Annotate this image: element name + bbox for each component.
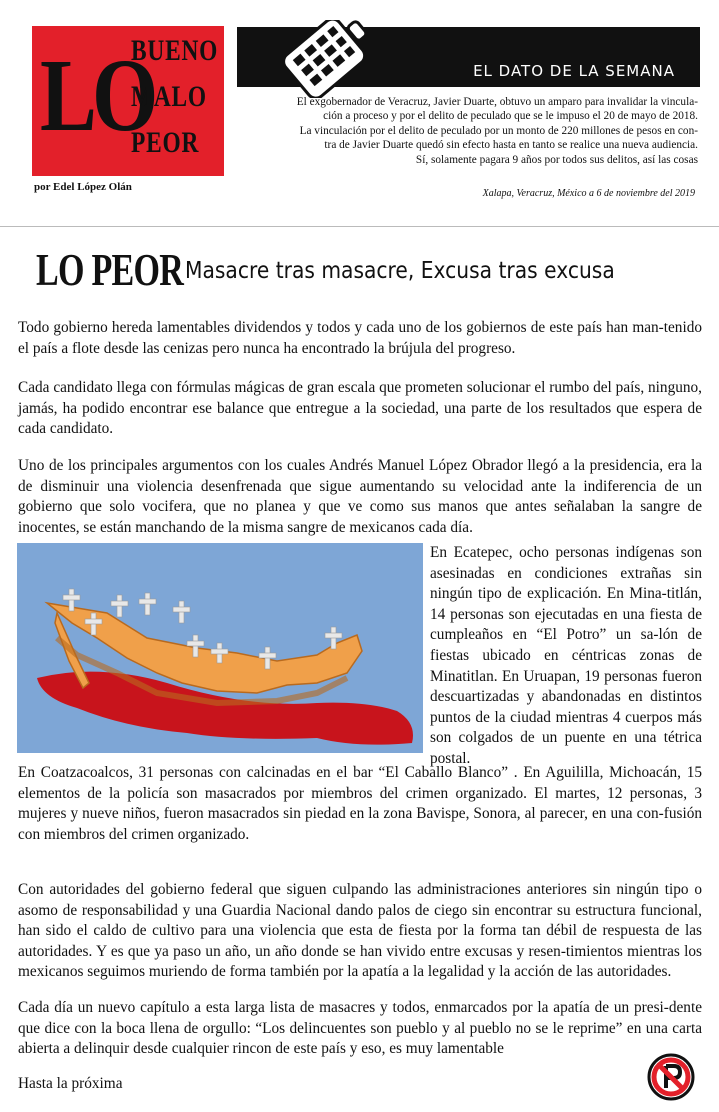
author-byline: por Edel López Olán: [34, 181, 132, 193]
phone-keypad-icon: [268, 20, 386, 98]
dato-text: [238, 95, 698, 167]
lo-bueno-malo-peor-logo: [32, 26, 224, 176]
divider: [0, 226, 719, 227]
logo-lo-text: LO: [40, 38, 154, 153]
closing-line: Hasta la próxima: [18, 1075, 123, 1092]
logo-bueno-text: BUENO: [131, 34, 219, 67]
logo-malo-text: MALO: [131, 80, 207, 113]
logo-peor-text: PEOR: [131, 126, 200, 159]
section-label: LO PEOR: [36, 244, 184, 295]
dato-line: El exgobernador de Veracruz, Javier Duarte, obtuvo un amparo para invalidar la vincula-: [296, 96, 698, 108]
dato-title: EL DATO DE LA SEMANA: [473, 62, 675, 80]
mexico-map-crosses-image: [17, 543, 423, 753]
no-parking-sign-icon: [646, 1052, 696, 1102]
article-paragraph: Todo gobierno hereda lamentables dividendos y todos y cada uno de los gobiernos de este país han man-tenido el país a flote desde las cenizas pero nunca ha encontrado la brújula del progreso.: [18, 319, 702, 357]
article-title: Masacre tras masacre, Excusa tras excusa: [185, 258, 615, 284]
dateline: Xalapa, Veracruz, México a 6 de noviembre del 2019: [482, 188, 695, 199]
dato-line: La vinculación por el delito de peculado por un monto de 220 millones de pesos en con-: [299, 124, 698, 137]
dato-line: Sí, solamente pagara 9 años por todos sus delitos, así las cosas: [415, 153, 698, 166]
article-paragraph: Cada día un nuevo capítulo a esta larga lista de masacres y todos, enmarcados por la apatía de un presi-dente que dice con la boca llena de orgullo: “Los delincuentes son pueblo y al pueblo no se le reprime” en una carta abierta a delinquir desde cualquier rincon de este país y eso, es muy lamentable: [18, 999, 702, 1058]
dato-line: ción a proceso y por el delito de peculado que se le impuso el 20 de mayo de 2018.: [323, 110, 698, 123]
article-paragraph: Cada candidato llega con fórmulas mágicas de gran escala que prometen solucionar el rumbo del país, ninguno, jamás, ha podido encontrar ese balance que entregue a la sociedad, una parte de los resultados que espera de cada candidato.: [18, 379, 702, 438]
article-paragraph: Uno de los principales argumentos con los cuales Andrés Manuel López Obrador llegó a la presidencia, era la de disminuir una violencia desenfrenada que sigue aumentando su velocidad ante la indiferencia de un gobierno que solo vocifera, que no planea y que ve como sus manos que antes señalaban la sangre de inocentes, se están manchando de la misma sangre de mexicanos cada día.: [18, 457, 702, 536]
article-paragraph: En Coatzacoalcos, 31 personas con calcinadas en el bar “El Caballo Blanco” . En Aguililla, Michoacán, 15 elementos de la policía son masacrados por miembros del crimen organizado. El martes, 12 personas, 3 mujeres y nueve niños, fueron masacrados sin piedad en la zona Bavispe, Sonora, al parecer, en una con-fusión con miembros del crimen organizado.: [18, 764, 702, 843]
article-paragraph: Con autoridades del gobierno federal que siguen culpando las administraciones anteriores sin ningún tipo o asomo de responsabilidad y una Guardia Nacional dando palos de ciego sin encontrar su estructura funcional, han sido el caldo de cultivo para una violencia que esta de fiesta por la forma tan débil de respuesta de las autoridades. Y es que ya paso un año, un año donde se han vivido entre excusas y resen-timientos mientras los mexicanos seguimos muriendo de forma también por la apatía a la legalidad y la acción de las autoridades.: [18, 881, 702, 981]
dato-line: tra de Javier Duarte quedó sin efecto hasta en tanto se realice una nueva audiencia.: [324, 139, 698, 152]
article-paragraph: En Ecatepec, ocho personas indígenas son asesinadas en condiciones extrañas sin ningún tipo de explicación. En Mina-titlán, 14 personas son ejecutadas en una fiesta de cumpleaños en “El Potro” un sa-lón de fiestas ubicado en céntricas zonas de Minatitlan. En Uruapan, 19 personas fueron descuartizadas y abandonadas en distintos puntos de la ciudad mientras 4 cuerpos más son colgados de un puente en una tétrica postal.: [430, 544, 702, 767]
